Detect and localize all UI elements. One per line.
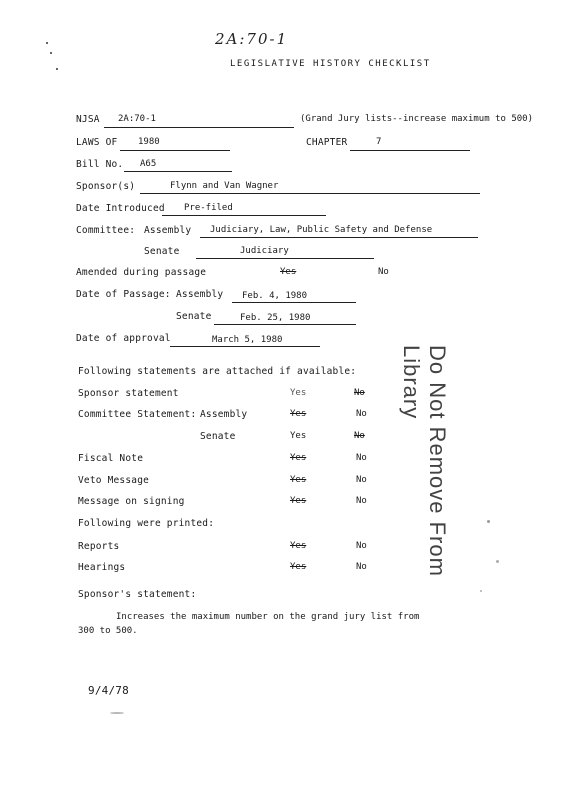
- printed-row-label: Reports: [78, 541, 120, 552]
- committee-senate-underline: [196, 258, 374, 259]
- statement-text-line1: Increases the maximum number on the grand jury list from: [116, 612, 420, 622]
- library-stamp: Do Not Remove From Library: [399, 345, 450, 577]
- scan-speck: [487, 520, 490, 523]
- attach-row-yes-struck: Yes: [290, 409, 307, 419]
- attach-row-yes: Yes: [290, 431, 307, 441]
- attach-row-yes-struck: Yes: [290, 496, 307, 506]
- committee-assembly-underline: [200, 237, 478, 238]
- attach-row-no: No: [356, 453, 367, 463]
- footer-speckle: [110, 712, 124, 714]
- attach-row-label: Veto Message: [78, 475, 150, 486]
- bill-no-underline: [124, 171, 232, 172]
- attach-row-label: Fiscal Note: [78, 453, 144, 464]
- attach-row-yes-struck: Yes: [290, 453, 307, 463]
- statement-text-line2: 300 to 500.: [78, 626, 138, 636]
- scan-speck: [56, 68, 58, 70]
- sponsors-value: Flynn and Van Wagner: [170, 181, 279, 191]
- committee-assembly-value: Judiciary, Law, Public Safety and Defense: [210, 225, 433, 235]
- njsa-label: NJSA: [76, 114, 100, 125]
- sponsors-underline: [140, 193, 480, 194]
- attach-row-yes: Yes: [290, 388, 307, 398]
- committee-assembly-label: Assembly: [144, 225, 192, 236]
- date-of-passage-label: Date of Passage:: [76, 289, 171, 300]
- scan-speck: [480, 590, 482, 592]
- date-introduced-label: Date Introduced: [76, 203, 165, 214]
- chapter-underline: [350, 150, 470, 151]
- njsa-value: 2A:70-1: [118, 114, 156, 124]
- date-introduced-value: Pre-filed: [184, 203, 233, 213]
- sponsors-label: Sponsor(s): [76, 181, 136, 192]
- njsa-note: (Grand Jury lists--increase maximum to 500): [300, 114, 533, 124]
- amended-no: No: [378, 267, 389, 277]
- committee-senate-value: Judiciary: [240, 246, 289, 256]
- scan-speck: [496, 560, 499, 563]
- attach-row-no-struck: No: [354, 431, 365, 441]
- date-of-approval-label: Date of approval: [76, 333, 171, 344]
- attach-row-no: No: [356, 409, 367, 419]
- attach-row-label: Committee Statement:: [78, 409, 197, 420]
- amended-yes-struck: Yes: [280, 267, 297, 277]
- laws-of-underline: [120, 150, 230, 151]
- committee-label: Committee:: [76, 225, 136, 236]
- chapter-label: CHAPTER: [306, 137, 348, 148]
- attach-row-sub: Assembly: [200, 409, 248, 420]
- attach-row-no: No: [356, 475, 367, 485]
- chapter-value: 7: [376, 137, 382, 147]
- passage-assembly-underline: [232, 302, 356, 303]
- scan-speck: [50, 52, 52, 54]
- footer-code: 9/4/78: [88, 684, 129, 697]
- passage-senate-underline: [214, 324, 356, 325]
- printed-row-no: No: [356, 541, 367, 551]
- attach-row-yes-struck: Yes: [290, 475, 307, 485]
- handwritten-statute-number: 2A:70-1: [215, 30, 289, 48]
- printed-row-yes-struck: Yes: [290, 541, 307, 551]
- date-introduced-underline: [162, 215, 326, 216]
- passage-senate-label: Senate: [176, 311, 212, 322]
- attach-row-no-struck: No: [354, 388, 365, 398]
- bill-no-label: Bill No.: [76, 159, 124, 170]
- bill-no-value: A65: [140, 159, 157, 169]
- printed-row-label: Hearings: [78, 562, 126, 573]
- printed-row-no: No: [356, 562, 367, 572]
- passage-assembly-label: Assembly: [176, 289, 224, 300]
- attachments-heading: Following statements are attached if available:: [78, 366, 357, 377]
- attach-row-sub: Senate: [200, 431, 236, 442]
- amended-label: Amended during passage: [76, 267, 207, 278]
- attach-row-label: Sponsor statement: [78, 388, 179, 399]
- document-title: LEGISLATIVE HISTORY CHECKLIST: [230, 59, 431, 69]
- laws-of-value: 1980: [138, 137, 160, 147]
- printed-row-yes-struck: Yes: [290, 562, 307, 572]
- scan-speck: [46, 42, 48, 44]
- statement-label: Sponsor's statement:: [78, 589, 197, 600]
- date-of-approval-underline: [170, 346, 320, 347]
- laws-of-label: LAWS OF: [76, 137, 118, 148]
- passage-senate-value: Feb. 25, 1980: [240, 313, 311, 323]
- njsa-underline: [104, 127, 294, 128]
- printed-heading: Following were printed:: [78, 518, 215, 529]
- attach-row-no: No: [356, 496, 367, 506]
- attach-row-label: Message on signing: [78, 496, 185, 507]
- committee-senate-label: Senate: [144, 246, 180, 257]
- date-of-approval-value: March 5, 1980: [212, 335, 283, 345]
- passage-assembly-value: Feb. 4, 1980: [242, 291, 308, 301]
